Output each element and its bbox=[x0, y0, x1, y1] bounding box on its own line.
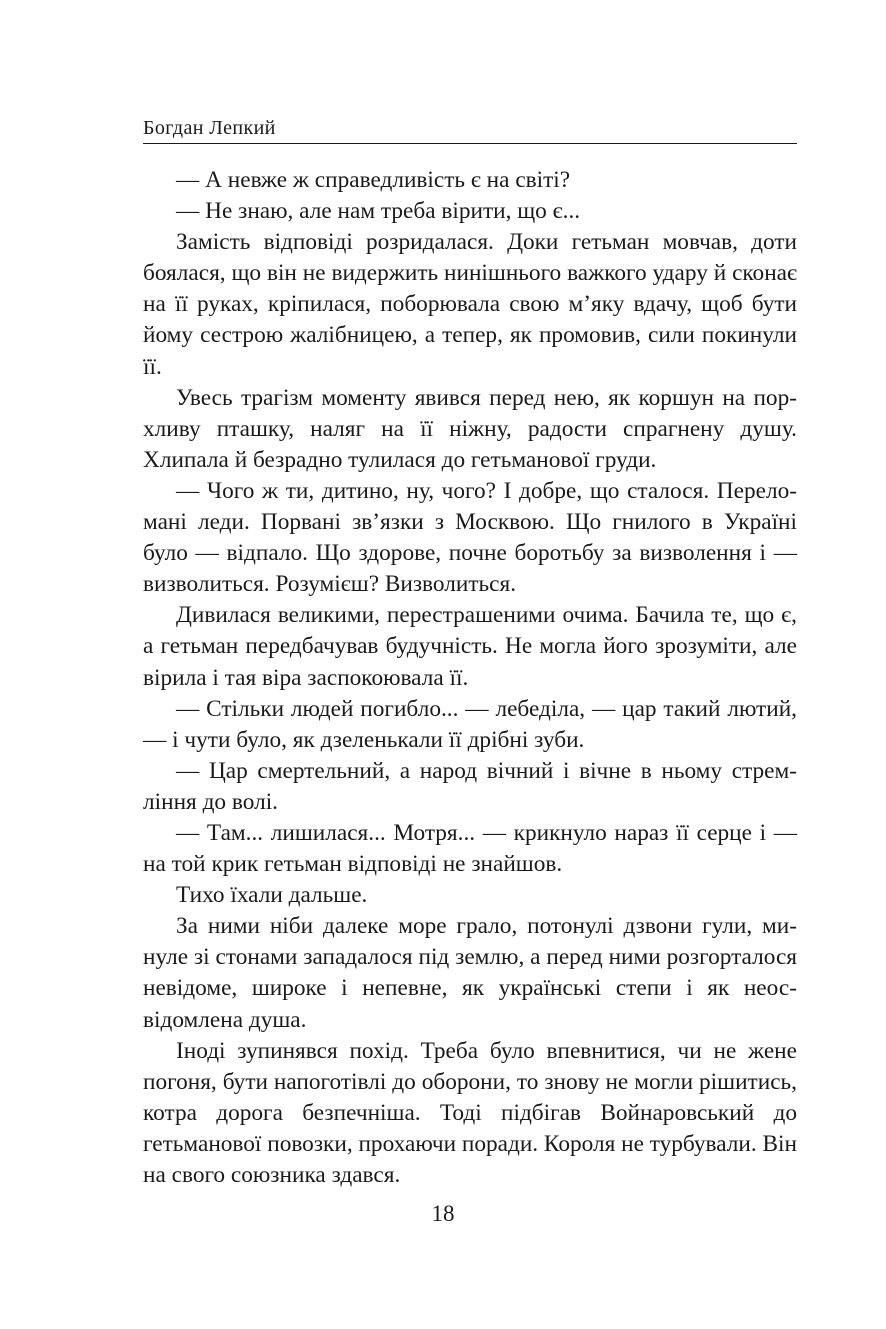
paragraph: Замість відповіді розридалася. Доки гетьман мовчав, доти боялася, що він не видержить нинішнього важкого удару й сконає на її руках, кріпилася, поборювала свою м’яку вдачу, щоб бути йому сестрою жалібницею, а тепер, як промовив, сили покинули її. bbox=[143, 229, 797, 380]
body-text bbox=[143, 165, 797, 1191]
running-head: Богдан Лепкий bbox=[143, 117, 797, 144]
paragraph: — А невже ж справедливість є на світі? bbox=[176, 167, 571, 193]
paragraph: — Цар смертельний, а народ вічний і вічне в ньому стремління до волі. bbox=[143, 757, 797, 815]
paragraph: — Не знаю, але нам треба вірити, що є... bbox=[176, 198, 581, 225]
paragraph: Іноді зупинявся похід. Треба було впевнитися, чи не жене погоня, бути напоготівлі до оборони, то знову не могли рішитись, котра дорога безпечніша. Тоді підбігав Войнаровський до гетьманової повозки, прохаючи поради. Короля не турбували. Він на свого союзника здався. bbox=[143, 1037, 797, 1188]
paragraph: Дивилася великими, перестрашеними очима. Бачила те, що є, а гетьман передбачував будучність. Не могла його зрозуміти, але вірила і тая віра заспокоювала її. bbox=[143, 602, 797, 691]
paragraph: За ними ніби далеке море грало, потонулі дзвони гули, минуле зі стонами западалося під землю, а перед ними розгорталося невідоме, широке і непевне, як українські степи і як неосвідомлена душа. bbox=[143, 913, 797, 1033]
page-number: 18 bbox=[431, 1201, 455, 1226]
paragraph: Тихо їхали дальше. bbox=[176, 882, 368, 909]
paragraph: — Там... лишилася... Мотря... — крикнуло нараз її серце і — на той крик гетьман відповіді не знайшов. bbox=[143, 819, 797, 878]
paragraph: Увесь трагізм моменту явився перед нею, як коршун на порхливу пташку, наляг на її ніжну, радости спрагнену душу. Хлипала й безрадно тулилася до гетьманової груди. bbox=[143, 384, 797, 473]
paragraph: — Чого ж ти, дитино, ну, чого? І добре, що сталося. Переломані леди. Порвані зв’язки з Москвою. Що гнилого в Україні було — відпало. Що здорове, почне боротьбу за визволення і — визволиться. Розумієш? Визволиться. bbox=[143, 477, 797, 598]
paragraph: — Стільки людей погибло... — лебеділа, — цар такий лютий, — і чути було, як дзеленькали її дрібні зуби. bbox=[143, 695, 797, 753]
